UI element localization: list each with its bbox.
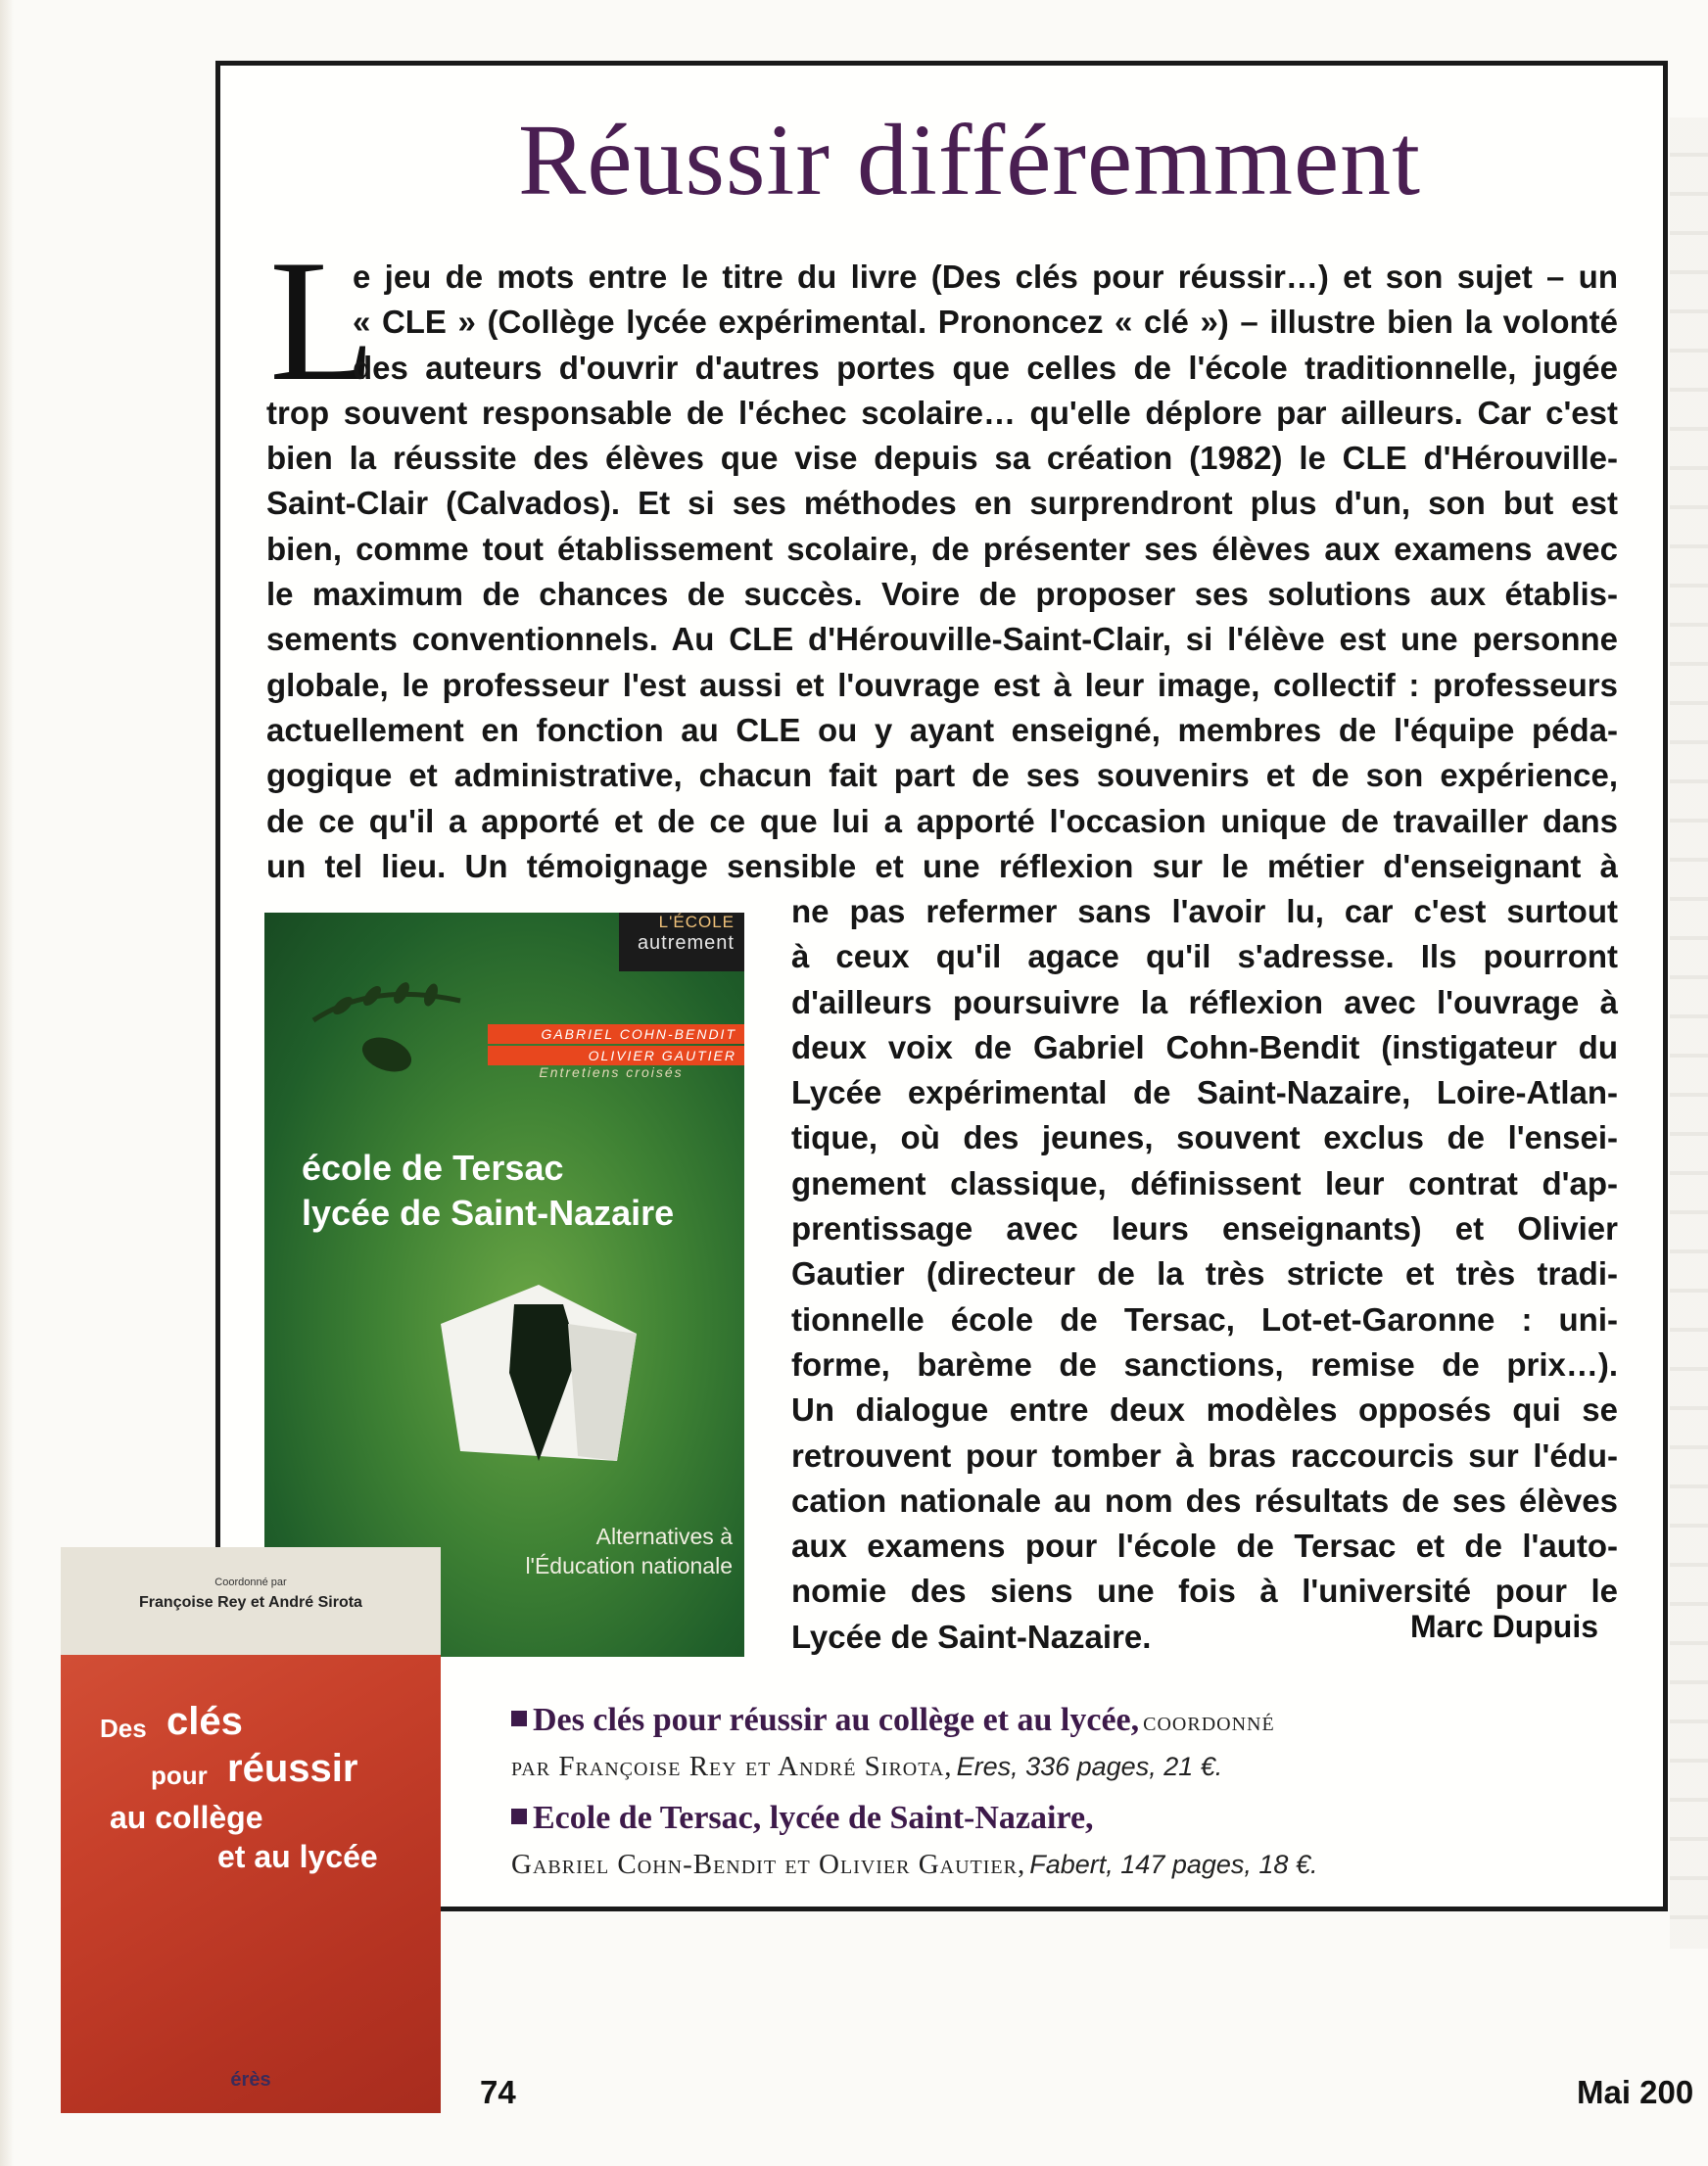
cover-footer-line-1: Alternatives à (595, 1524, 733, 1549)
article-body-right (791, 889, 1618, 1660)
reference-publisher: Fabert, 147 pages, 18 €. (1029, 1850, 1318, 1879)
body-line: prentissage avec leurs enseignants) et Olivier (791, 1210, 1618, 1248)
book-cover-des-cles (61, 1547, 441, 2113)
body-line: un tel lieu. Un témoignage sensible et une réflexion sur le métier d'enseignant à (266, 847, 1618, 884)
body-line: des auteurs d'ouvrir d'autres portes que celles de l'école traditionnelle, jugée (353, 349, 1618, 386)
cover-subtitle: Entretiens croisés (539, 1064, 684, 1080)
body-line: aux examens pour l'école de Tersac et de l'auto- (791, 1528, 1618, 1565)
body-line: e jeu de mots entre le titre du livre (Des clés pour réussir…) et son sujet – un (353, 259, 1618, 295)
body-line: deux voix de Gabriel Cohn-Bendit (instigateur du (791, 1028, 1618, 1065)
cover-word: Des (100, 1714, 147, 1743)
cover-word: réussir (227, 1747, 358, 1790)
issue-month: Mai 200 (1577, 2074, 1694, 2110)
body-line: nomie des siens une fois à l'université pour le (791, 1573, 1618, 1610)
body-line: le maximum de chances de succès. Voire de proposer ses solutions aux établis- (266, 576, 1618, 613)
cover-title-line-2: lycée de Saint-Nazaire (302, 1193, 675, 1233)
body-line: Gautier (directeur de la très stricte et très tradi- (791, 1255, 1618, 1293)
cover-footer (525, 1522, 733, 1580)
body-line: Lycée expérimental de Saint-Nazaire, Loire-Atlan- (791, 1074, 1618, 1111)
body-line: Un dialogue entre deux modèles opposés qui se (791, 1391, 1618, 1429)
bullet-icon (511, 1809, 527, 1824)
body-line: globale, le professeur l'est aussi et l'ouvrage est à leur image, collectif : professeurs (266, 666, 1618, 703)
reference-title: Des clés pour réussir au collège et au lycée, (533, 1702, 1140, 1738)
adjacent-page-strip (1670, 118, 1708, 1949)
cover-word: pour (151, 1761, 208, 1790)
cover-coordinated-by: Coordonné par (214, 1577, 287, 1588)
cover-word: au collège (110, 1800, 263, 1835)
reference-1-line-2 (511, 1751, 1222, 1783)
body-line: ne pas refermer sans l'avoir lu, car c'est surtout (791, 893, 1618, 929)
body-line: sements conventionnels. Au CLE d'Hérouville-Saint-Clair, si l'élève est une personne (266, 621, 1618, 658)
reference-credit: par Françoise Rey et André Sirota, (511, 1751, 953, 1782)
body-line: bien la réussite des élèves que vise depuis sa création (1982) le CLE d'Hérouville- (266, 440, 1618, 477)
author-signature: Marc Dupuis (1410, 1609, 1599, 1644)
drop-cap: L (269, 223, 376, 417)
page-number: 74 (480, 2074, 516, 2110)
reference-credit: Gabriel Cohn-Bendit et Olivier Gautier, (511, 1849, 1026, 1880)
cover-word: clés (166, 1700, 243, 1743)
cover-footer-line-2: l'Éducation nationale (525, 1553, 733, 1578)
series-line-1: L'ÉCOLE (658, 913, 735, 931)
cover-authors: Françoise Rey et André Sirota (139, 1594, 362, 1611)
body-line: trop souvent responsable de l'échec scolaire… qu'elle déplore par ailleurs. Car c'est (266, 394, 1618, 431)
series-line-2: autrement (637, 932, 735, 954)
body-line: tique, où des jeunes, souvent exclus de l'ensei- (791, 1119, 1618, 1156)
article-title: Réussir différemment (517, 104, 1422, 216)
body-line: forme, barème de sanctions, remise de prix…). (791, 1345, 1618, 1383)
article-body-top (266, 255, 1618, 889)
body-line: tionnelle école de Tersac, Lot-et-Garonne : uni- (791, 1300, 1618, 1338)
body-line: de ce qu'il a apporté et de ce que lui a apporté l'occasion unique de travailler dans (266, 802, 1618, 839)
reference-publisher: Eres, 336 pages, 21 €. (956, 1752, 1223, 1781)
author-bar-2: OLIVIER GAUTIER (488, 1046, 744, 1065)
reference-2-line-1 (511, 1800, 1094, 1837)
shirt-tie-illustration (421, 1265, 656, 1490)
page-edge (0, 0, 14, 2166)
author-bar-1: GABRIEL COHN-BENDIT (488, 1024, 744, 1044)
body-line: Lycée de Saint-Nazaire. (791, 1618, 1152, 1655)
body-line: bien, comme tout établissement scolaire, de présenter ses élèves aux examens avec (266, 530, 1618, 567)
body-line: retrouvent pour tomber à bras raccourcis sur l'édu- (791, 1436, 1618, 1474)
book-cover-ecole-de-tersac (264, 913, 744, 1657)
body-line: d'ailleurs poursuivre la réflexion avec l'ouvrage à (791, 983, 1618, 1020)
body-line: actuellement en fonction au CLE ou y ayant enseigné, membres de l'équipe péda- (266, 711, 1618, 748)
body-line: « CLE » (Collège lycée expérimental. Prononcez « clé ») – illustre bien la volonté (353, 304, 1618, 341)
body-line: à ceux qu'il agace qu'il s'adresse. Ils pourront (791, 938, 1618, 975)
body-line: cation nationale au nom des résultats de ses élèves (791, 1482, 1618, 1519)
reference-2-line-2 (511, 1849, 1317, 1881)
body-line: gogique et administrative, chacun fait part de ses souvenirs et de son expérience, (266, 757, 1618, 794)
laurel-illustration (304, 962, 490, 1089)
publisher-logo: érès (230, 2069, 271, 2091)
body-line: gnement classique, définissent leur contrat d'ap- (791, 1164, 1618, 1201)
reference-credit: coordonné (1143, 1706, 1275, 1737)
cover-title-line-1: école de Tersac (302, 1148, 564, 1188)
cover-title (302, 1146, 674, 1236)
reference-1-line-1 (511, 1702, 1275, 1739)
body-line: Saint-Clair (Calvados). Et si ses méthodes en surprendront plus d'un, son but est (266, 485, 1618, 522)
reference-title: Ecole de Tersac, lycée de Saint-Nazaire, (533, 1800, 1094, 1836)
cover-word: et au lycée (217, 1839, 378, 1874)
series-logo (619, 913, 744, 971)
bullet-icon (511, 1711, 527, 1726)
